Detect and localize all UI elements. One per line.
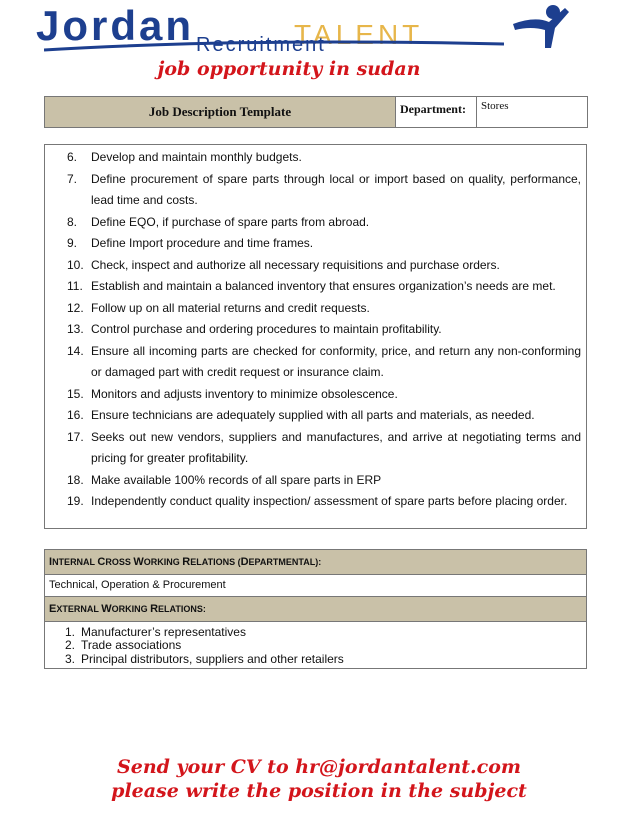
task-item bbox=[69, 319, 581, 341]
task-text: Ensure technicians are adequately supplied with all parts and materials, as needed. bbox=[91, 408, 535, 422]
heading-part: R bbox=[182, 556, 191, 568]
task-number: 13. bbox=[67, 322, 84, 336]
task-item bbox=[69, 384, 581, 406]
external-relation-number: 3. bbox=[65, 651, 76, 666]
heading-part: NTERNAL bbox=[52, 557, 98, 567]
task-number: 10. bbox=[67, 257, 84, 272]
department-value: Stores bbox=[477, 97, 588, 128]
task-number: 17. bbox=[67, 429, 84, 444]
task-item bbox=[69, 470, 581, 492]
task-item bbox=[69, 405, 581, 427]
heading-part: ELATIONS: bbox=[158, 604, 206, 614]
internal-relations-heading bbox=[45, 550, 586, 575]
heading-part: D bbox=[240, 556, 249, 568]
external-relation-item bbox=[65, 626, 586, 639]
task-text: Monitors and adjusts inventory to minimize obsolescence. bbox=[91, 386, 398, 401]
external-relation-number: 1. bbox=[65, 625, 76, 639]
task-text: Define EQO, if purchase of spare parts from abroad. bbox=[91, 214, 370, 229]
footer-cv-line: Send your CV to hr@jordantalent.com bbox=[117, 756, 521, 778]
department-label: Department: bbox=[396, 97, 477, 128]
task-item bbox=[69, 427, 581, 470]
task-number: 14. bbox=[67, 343, 84, 358]
task-text: Follow up on all material returns and credit requests. bbox=[91, 300, 370, 315]
heading-part: ORKING bbox=[111, 604, 151, 614]
heading-part: I bbox=[49, 556, 53, 568]
task-item bbox=[69, 147, 581, 169]
heading-part: ELATIONS ( bbox=[190, 557, 241, 567]
external-relations-list bbox=[45, 622, 586, 668]
task-text: Develop and maintain monthly budgets. bbox=[91, 150, 302, 164]
heading-part: E bbox=[49, 603, 57, 615]
task-number: 19. bbox=[67, 494, 84, 508]
external-relation-text: Trade associations bbox=[81, 638, 182, 653]
task-number: 6. bbox=[67, 150, 78, 164]
task-text: Control purchase and ordering procedures to maintain profitability. bbox=[91, 322, 442, 336]
relations-table bbox=[44, 549, 587, 669]
responsibilities-list bbox=[69, 147, 581, 513]
heading-part: W bbox=[101, 603, 112, 615]
job-header-table bbox=[44, 96, 588, 128]
task-item bbox=[69, 276, 581, 298]
heading-part: ORKING bbox=[143, 557, 183, 567]
task-item bbox=[69, 298, 581, 320]
external-relation-number: 2. bbox=[65, 638, 76, 653]
task-number: 7. bbox=[67, 171, 78, 186]
external-relations-heading bbox=[45, 597, 586, 622]
logo-swoosh-icon bbox=[44, 38, 504, 54]
internal-relations-value: Technical, Operation & Procurement bbox=[45, 575, 586, 597]
task-item bbox=[69, 169, 581, 212]
footer-subject-line: please write the position in the subject bbox=[111, 780, 527, 802]
task-number: 15. bbox=[67, 386, 84, 401]
logo-figure-icon bbox=[505, 2, 575, 54]
task-number: 8. bbox=[67, 214, 78, 229]
task-item bbox=[69, 341, 581, 384]
task-number: 18. bbox=[67, 472, 84, 487]
task-item bbox=[69, 233, 581, 255]
external-relation-item bbox=[65, 653, 586, 666]
task-item bbox=[69, 491, 581, 513]
logo-talent-text: TALENT bbox=[294, 19, 424, 50]
headline: job opportunity in sudan bbox=[157, 58, 421, 80]
task-number: 11. bbox=[67, 279, 83, 293]
task-item bbox=[69, 255, 581, 277]
heading-part: W bbox=[133, 556, 144, 568]
heading-part: R bbox=[150, 603, 159, 615]
external-relation-text: Principal distributors, suppliers and other retailers bbox=[81, 651, 344, 666]
task-number: 12. bbox=[67, 300, 84, 315]
task-text: Define Import procedure and time frames. bbox=[91, 236, 314, 250]
task-text: Check, inspect and authorize all necessary requisitions and purchase orders. bbox=[91, 257, 500, 272]
task-text: Seeks out new vendors, suppliers and manufactures, and arrive at negotiating terms and pricing for greater profitability. bbox=[91, 429, 581, 465]
task-number: 16. bbox=[67, 408, 84, 422]
task-text: Ensure all incoming parts are checked for conformity, price, and return any non-conforming or damaged part with credit request or insurance claim. bbox=[91, 343, 581, 379]
responsibilities-box bbox=[44, 144, 587, 529]
task-number: 9. bbox=[67, 236, 78, 250]
task-item bbox=[69, 212, 581, 234]
task-text: Make available 100% records of all spare parts in ERP bbox=[91, 472, 382, 487]
heading-part: XTERNAL bbox=[56, 604, 102, 614]
task-text: Define procurement of spare parts through local or import based on quality, performance, lead time and costs. bbox=[91, 171, 581, 207]
task-text: Independently conduct quality inspection/ assessment of spare parts before placing order. bbox=[91, 494, 568, 508]
external-relation-item bbox=[65, 639, 586, 652]
logo-recruitment-text: Recruitment bbox=[196, 34, 326, 56]
heading-part: EPARTMENTAL): bbox=[248, 557, 322, 567]
task-text: Establish and maintain a balanced inventory that ensures organization’s needs are met. bbox=[91, 279, 556, 293]
heading-part: C bbox=[97, 556, 106, 568]
template-title: Job Description Template bbox=[45, 97, 396, 128]
external-relation-text: Manufacturer’s representatives bbox=[81, 625, 246, 639]
heading-part: ROSS bbox=[105, 557, 134, 567]
logo-jordan-text: Jordan bbox=[36, 2, 195, 49]
